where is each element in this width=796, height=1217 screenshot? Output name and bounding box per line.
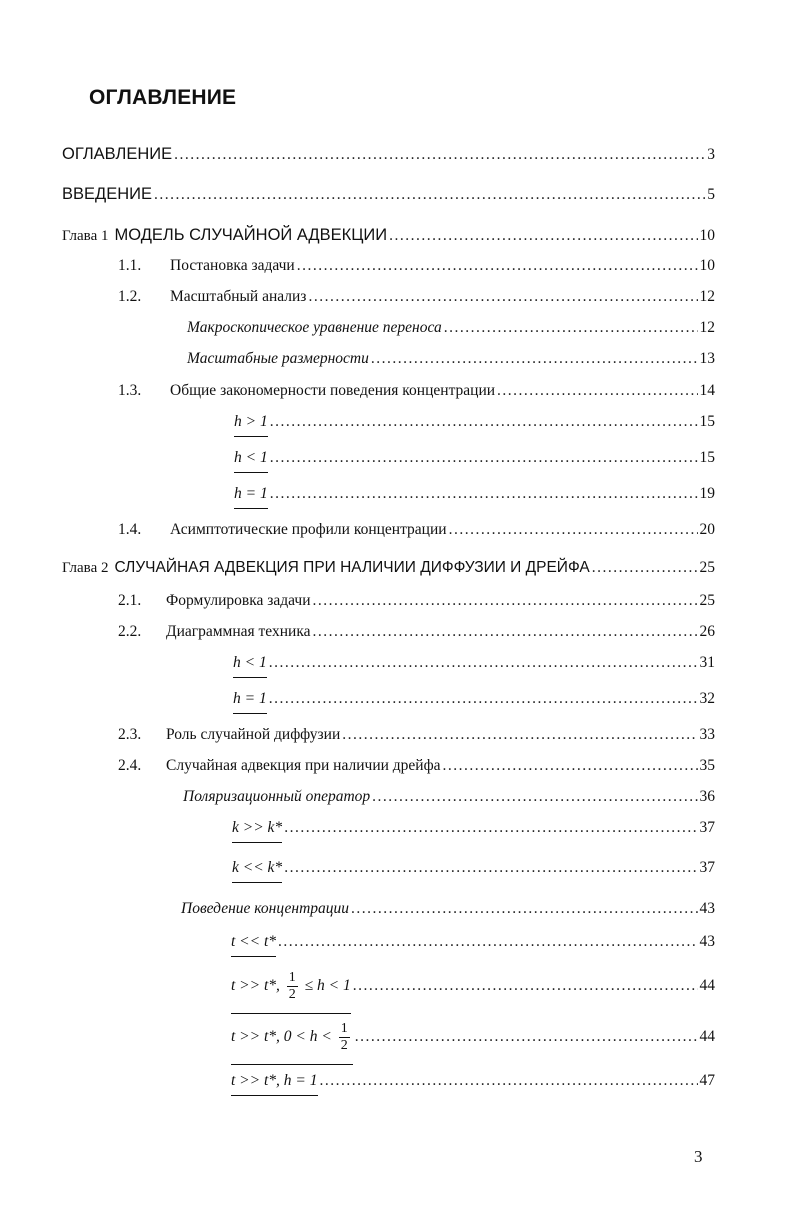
dot-leader (270, 484, 698, 504)
chapter-prefix: Глава 2 (62, 560, 109, 576)
dot-leader (355, 1027, 698, 1047)
dot-leader (449, 520, 698, 540)
section-number: 2.1. (118, 592, 142, 609)
fraction (287, 970, 298, 1003)
toc-entry-1-2-macro[interactable] (187, 318, 715, 338)
dot-leader (592, 558, 698, 578)
toc-label: Общие закономерности поведения концентрации (170, 382, 496, 399)
toc-entry-1-3-h-gt-1[interactable] (234, 412, 715, 437)
toc-label: ВВЕДЕНИЕ (62, 185, 152, 203)
toc-label: Роль случайной диффузии (166, 726, 341, 743)
section-number: 2.3. (118, 726, 142, 743)
toc-entry-chapter-2[interactable] (62, 558, 715, 578)
toc-entry-1-2-scales[interactable] (187, 349, 715, 369)
dot-leader (284, 858, 697, 878)
dot-leader (444, 318, 698, 338)
toc-entry-2-2[interactable] (166, 622, 715, 642)
toc-page-number: 13 (699, 350, 715, 367)
section-number: 1.3. (118, 382, 142, 399)
dot-leader (269, 653, 698, 673)
toc-page-number: 43 (699, 900, 715, 917)
toc-page-number: 12 (699, 288, 715, 305)
dot-leader (353, 976, 698, 996)
fraction (339, 1021, 350, 1054)
toc-label: Формулировка задачи (166, 592, 311, 609)
toc-label (231, 1021, 353, 1065)
dot-leader (278, 932, 697, 952)
toc-label: Случайная адвекция при наличии дрейфа (166, 757, 441, 774)
toc-page-number: 43 (699, 933, 715, 950)
toc-label: h > 1 (234, 412, 268, 437)
dot-leader (313, 591, 698, 611)
dot-leader (154, 185, 705, 205)
page-title: ОГЛАВЛЕНИЕ (89, 86, 237, 109)
formula-lhs: t >> t*, (231, 1072, 280, 1089)
fraction-numerator: 1 (340, 1021, 348, 1036)
toc-page-number: 36 (699, 788, 715, 805)
toc-page-number: 15 (699, 413, 715, 430)
toc-page-number: 25 (699, 559, 715, 576)
section-number: 2.2. (118, 623, 142, 640)
formula-tail: h = 1 (283, 1072, 318, 1089)
toc-entry-1-3-h-lt-1[interactable] (234, 448, 715, 473)
dot-leader (284, 818, 697, 838)
toc-label: Диаграммная техника (166, 623, 311, 640)
toc-entry-vvedenie[interactable] (62, 184, 715, 205)
dot-leader (389, 226, 697, 246)
section-number: 2.4. (118, 757, 142, 774)
toc-label: Поведение концентрации (181, 900, 350, 917)
toc-label: Постановка задачи (170, 257, 295, 274)
toc-entry-1-3[interactable] (170, 381, 715, 401)
toc-label (231, 1071, 318, 1096)
toc-entry-1-2[interactable] (170, 287, 715, 307)
toc-page-number: 47 (699, 1072, 715, 1089)
toc-page-number: 44 (699, 1028, 715, 1046)
toc-page-number: 37 (699, 819, 715, 836)
toc-label: ОГЛАВЛЕНИЕ (62, 145, 173, 163)
section-number: 1.2. (118, 288, 142, 305)
toc-page-number: 44 (699, 977, 715, 995)
toc-page-number: 10 (699, 257, 715, 274)
toc-label: k << k* (232, 858, 282, 883)
toc-label (231, 970, 351, 1014)
dot-leader (342, 725, 697, 745)
toc-page-number: 10 (699, 227, 715, 244)
chapter-prefix: Глава 1 (62, 228, 109, 244)
toc-page-number: 5 (707, 186, 715, 203)
toc-entry-2-4-k-gg[interactable] (232, 818, 715, 843)
dot-leader (308, 287, 697, 307)
toc-label: h = 1 (233, 689, 267, 714)
formula-mid: 0 < h < (283, 1028, 332, 1046)
toc-label: Масштабные размерности (187, 350, 369, 367)
page-number: 3 (694, 1147, 703, 1166)
toc-entry-2-4-concentration[interactable] (181, 899, 715, 919)
toc-label: СЛУЧАЙНАЯ АДВЕКЦИЯ ПРИ НАЛИЧИИ ДИФФУЗИИ И ДРЕЙФА (114, 559, 590, 576)
toc-label: h < 1 (234, 448, 268, 473)
toc-page-number: 32 (699, 690, 715, 707)
formula-tail: ≤ h < 1 (304, 977, 351, 995)
fraction-denominator: 2 (288, 987, 296, 1002)
dot-leader (443, 756, 698, 776)
dot-leader (269, 689, 698, 709)
dot-leader (371, 349, 698, 369)
toc-page-number: 15 (699, 449, 715, 466)
dot-leader (297, 256, 698, 276)
toc-label: Поляризационный оператор (183, 788, 371, 805)
toc-label: h < 1 (233, 653, 267, 678)
toc-page-number: 33 (699, 726, 715, 743)
toc-entry-2-4-polarization[interactable] (183, 787, 715, 807)
toc-label: t << t* (231, 932, 276, 957)
dot-leader (270, 412, 698, 432)
dot-leader (351, 899, 697, 919)
fraction-numerator: 1 (288, 970, 296, 985)
section-number: 1.4. (118, 521, 142, 538)
toc-entry-2-4[interactable] (166, 756, 715, 776)
dot-leader (313, 622, 698, 642)
dot-leader (270, 448, 698, 468)
toc-page-number: 35 (699, 757, 715, 774)
toc-entry-chapter-1[interactable] (62, 225, 715, 246)
toc-label: h = 1 (234, 484, 268, 509)
toc-entry-oglavlenie[interactable] (62, 144, 715, 165)
toc-label: Асимптотические профили концентрации (170, 521, 447, 538)
section-number: 1.1. (118, 257, 142, 274)
toc-entry-2-1[interactable] (166, 591, 715, 611)
toc-page-number: 12 (699, 319, 715, 336)
toc-entry-2-4-t-ll[interactable] (231, 932, 715, 957)
toc-page-number: 25 (699, 592, 715, 609)
toc-label: МОДЕЛЬ СЛУЧАЙНОЙ АДВЕКЦИИ (114, 226, 388, 244)
toc-page-number: 14 (699, 382, 715, 399)
toc-entry-1-4[interactable] (170, 520, 715, 540)
toc-label: k >> k* (232, 818, 282, 843)
toc-entry-2-4-t-gg-b[interactable] (231, 1021, 715, 1065)
toc-entry-1-3-h-eq-1[interactable] (234, 484, 715, 509)
toc-entry-2-4-k-ll[interactable] (232, 858, 715, 883)
toc-label: Макроскопическое уравнение переноса (187, 319, 442, 336)
toc-page-number: 20 (699, 521, 715, 538)
toc-entry-2-4-t-gg-a[interactable] (231, 970, 715, 1014)
toc-page-number: 31 (699, 654, 715, 671)
dot-leader (320, 1071, 698, 1091)
fraction-denominator: 2 (340, 1038, 348, 1053)
toc-page-number: 37 (699, 859, 715, 876)
toc-label: Масштабный анализ (170, 288, 307, 305)
dot-leader (372, 787, 697, 807)
toc-entry-2-4-t-gg-c[interactable] (231, 1071, 715, 1096)
toc-entry-1-1[interactable] (170, 256, 715, 276)
toc-entry-2-2-h-eq-1[interactable] (233, 689, 715, 714)
dot-leader (497, 381, 697, 401)
toc-page-number: 19 (699, 485, 715, 502)
formula-lhs: t >> t*, (231, 1028, 280, 1046)
toc-page-number: 26 (699, 623, 715, 640)
formula-lhs: t >> t*, (231, 977, 280, 995)
toc-page-number: 3 (707, 146, 715, 163)
toc-entry-2-3[interactable] (166, 725, 715, 745)
dot-leader (174, 145, 705, 165)
toc-entry-2-2-h-lt-1[interactable] (233, 653, 715, 678)
